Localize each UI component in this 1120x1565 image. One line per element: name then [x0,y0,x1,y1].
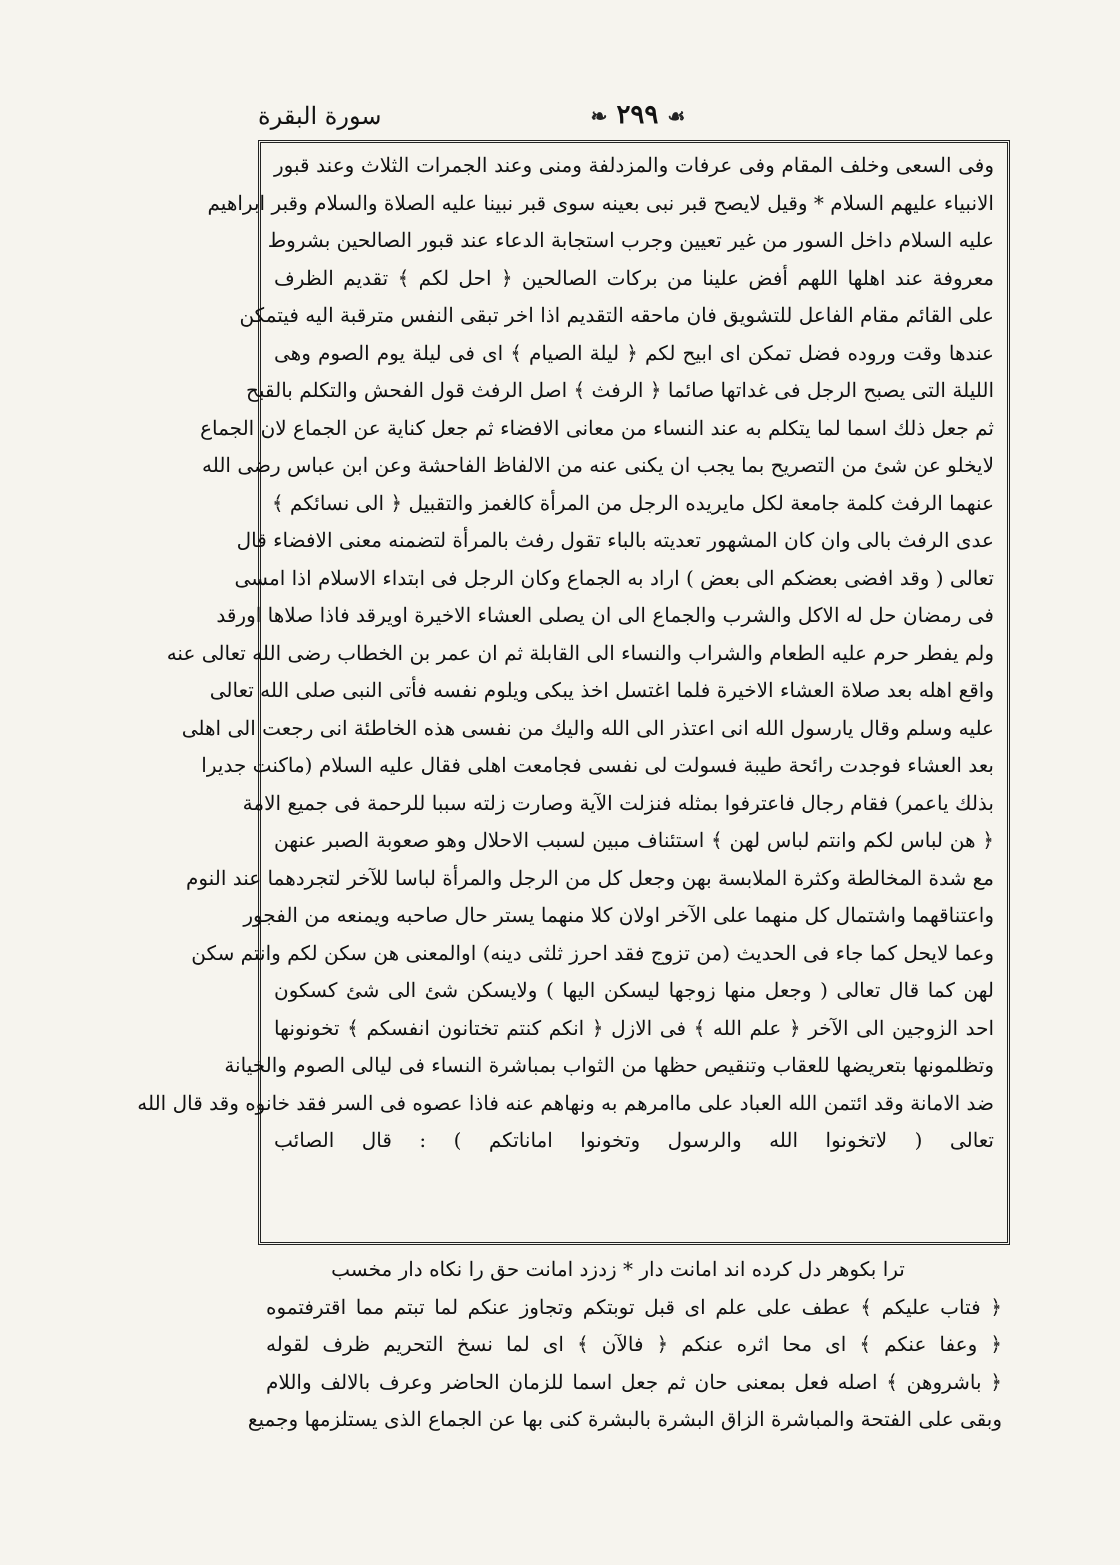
text-line: وفى السعى وخلف المقام وفى عرفات والمزدلفة ومنى وعند الجمرات الثلاث وعند قبور [274,153,994,177]
text-line: بعد العشاء فوجدت رائحة طيبة فسولت لى نفسى فجامعت اهلى فقال عليه السلام (ماكنت جديرا [201,753,994,777]
text-line: ضد الامانة وقد ائتمن الله العباد على ماامرهم به ونهاهم عنه فاذا عصوه فى السر فقد خانوه وقد قال الله [137,1090,994,1115]
surah-title: سورة البقرة [258,102,382,130]
text-line: وتظلمونها بتعريضها للعقاب وتنقيص حظها من الثواب بمباشرة النساء فى ليالى الصوم والخيانة [224,1053,994,1077]
ornament-left-icon: ❧ [590,104,608,128]
text-line: على القائم مقام الفاعل للتشويق فان ماحقه التقديم اذا اخر تبقى النفس مترقبة اليه فيتمكن [239,303,994,327]
poem-line: ترا بكوهر دل كرده اند امانت دار * زدزد امانت حق را نكاه دار مخسب [331,1257,905,1281]
text-line: لهن كما قال تعالى ( وجعل منها زوجها ليسكن اليها ) ولايسكن شئ الى شئ كسكون [274,978,994,1002]
text-line: بذلك ياعمر) فقام رجال فاعترفوا بمثله فنزلت الآية وصارت زلته سببا للرحمة فى جميع الامة [242,790,994,815]
framed-text-block [137,147,1010,1160]
lower-text-block [247,1251,1010,1439]
text-line: ولم يفطر حرم عليه الطعام والشراب والنساء الى القابلة ثم ان عمر بن الخطاب رضى الله تعالى عنه [166,640,994,665]
text-line: مع شدة المخالطة وكثرة الملابسة بهن وجعل كل من الرجل والمرأة لباسا للآخر لتجردهما عند النوم [185,865,994,890]
ornament-right-icon: ☙ [667,104,686,128]
text-line: عليه وسلم وقال يارسول الله انى اعتذر الى الله واليك من نفسى هذه الخاطئة انى رجعت الى اهلى [181,715,994,740]
text-line: ثم جعل ذلك اسما لما يتكلم به عند النساء من معانى الافضاء ثم جعل كناية عن الجماع لان الجماع [200,415,994,440]
text-line: عندها وقت وروده فضل تمكن اى ابيح لكم ﴿ ليلة الصيام ﴾ اى فى ليلة يوم الصوم وهى [274,340,994,365]
text-line: تعالى ( وقد افضى بعضكم الى بعض ) اراد به الجماع وكان الرجل فى ابتداء الاسلام اذا امسى [234,565,994,590]
text-line: واعتناقهما واشتمال كل منهما على الآخر اولان كلا منهما يستر حال صاحبه ويمنعه من الفجور [243,903,994,927]
text-line: ﴿ هن لباس لكم وانتم لباس لهن ﴾ استئناف مبين لسبب الاحلال وهو صعوبة الصبر عنهن [274,828,994,852]
text-line: فى رمضان حل له الاكل والشرب والجماع الى ان يصلى العشاء الاخيرة اويرقد فاذا صلاها اورقد [216,603,994,627]
text-line: الانبياء عليهم السلام * وقيل لايصح قبر نبى بعينه سوى قبر نبينا عليه الصلاة والسلام وقبر ابراهيم [207,190,994,215]
text-line: عليه السلام داخل السور من غير تعيين وجرب استجابة الدعاء عند قبور الصالحين بشروط [267,228,994,252]
text-line: ﴿ وعفا عنكم ﴾ اى محا اثره عنكم ﴿ فالآن ﴾ اى لما نسخ التحريم ظرف لقوله [266,1332,1002,1356]
text-line: الليلة التى يصبح الرجل فى غداتها صائما ﴿ الرفث ﴾ اصل الرفث قول الفحش والتكلم بالقبح [246,378,994,402]
text-line: تعالى ( لاتخونوا الله والرسول وتخونوا اماناتكم ) : قال الصائب [274,1128,994,1152]
text-line: عدى الرفث بالى وان كان المشهور تعديته بالباء تقول رفث بالمرأة لتضمنه معنى الافضاء قال [236,528,994,552]
text-line: عنهما الرفث كلمة جامعة لكل مايريده الرجل من المرأة كالغمز والتقبيل ﴿ الى نسائكم ﴾ [271,490,994,515]
text-line: لايخلو عن شئ من التصريح بما يجب ان يكنى عنه من الالفاظ الفاحشة وعن ابن عباس رضى الله [201,453,994,477]
text-line: معروفة عند اهلها اللهم أفض علينا من بركات الصالحين ﴿ احل لكم ﴾ تقديم الظرف [274,265,994,290]
text-line: واقع اهله بعد صلاة العشاء الاخيرة فلما اغتسل اخذ يبكى ويلوم نفسه فأتى النبى صلى الله تعالى [209,678,994,702]
text-line: ﴿ فتاب عليكم ﴾ عطف على علم اى قبل توبتكم وتجاوز عنكم لما تبتم مما اقترفتموه [266,1294,1002,1319]
page-number-block [568,100,708,130]
page-header [258,98,1010,138]
text-line: وعما لايحل كما جاء فى الحديث (من تزوج فقد احرز ثلثى دينه) اوالمعنى هن سكن لكم وانتم سكن [191,940,994,965]
text-line: احد الزوجين الى الآخر ﴿ علم الله ﴾ فى الازل ﴿ انكم كنتم تختانون انفسكم ﴾ تخونونها [274,1015,994,1040]
text-line: وبقى على الفتحة والمباشرة الزاق البشرة بالبشرة كنى بها عن الجماع الذى يستلزمها وجميع [247,1407,1002,1431]
text-line: ﴿ باشروهن ﴾ اصله فعل بمعنى حان ثم جعل اسما للزمان الحاضر وعرف بالالف واللام [266,1369,1002,1394]
page-number: ٢٩٩ [616,100,659,130]
